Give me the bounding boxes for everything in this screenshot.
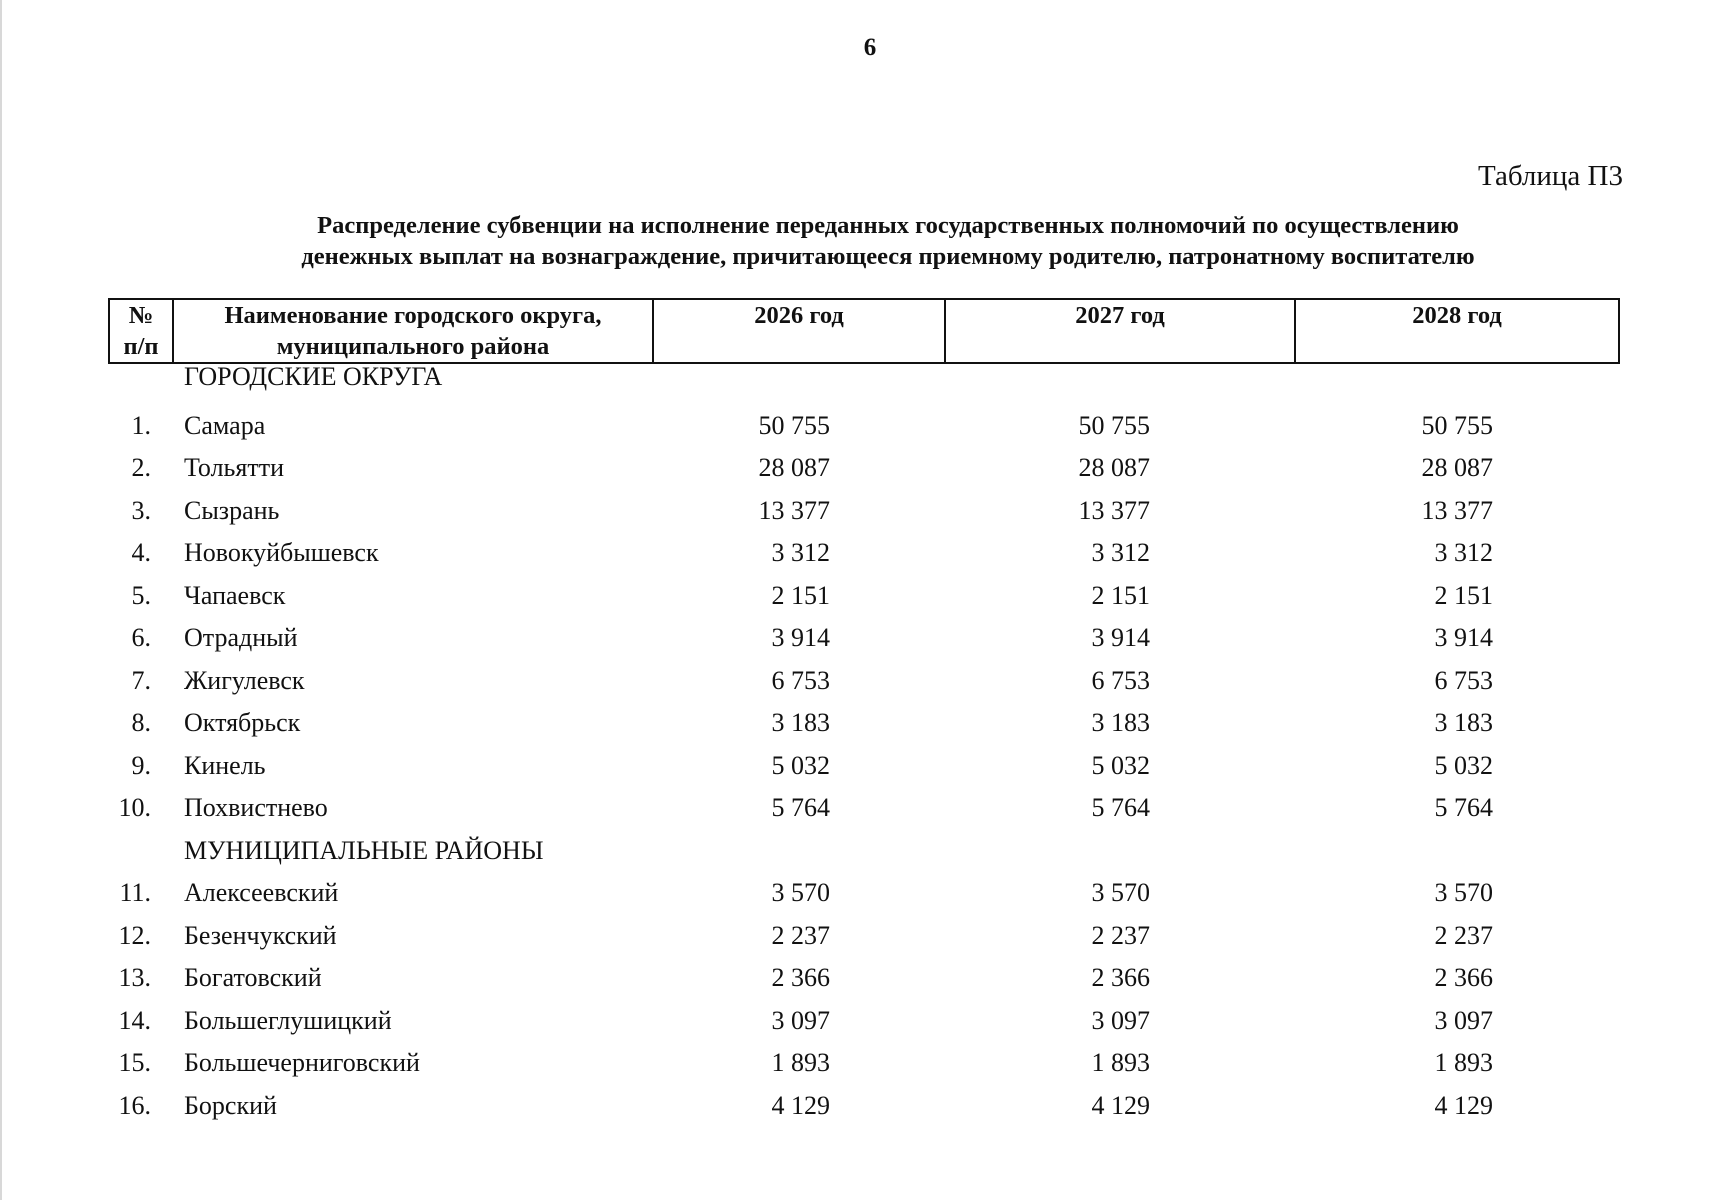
row-name: Большеглушицкий	[184, 1005, 392, 1035]
row-number: 14.	[118, 1005, 151, 1035]
table-title-line-1: Распределение субвенции на исполнение переданных государственных полномочий по осуществлению	[317, 212, 1459, 239]
row-value-2026: 3 183	[771, 708, 830, 737]
header-name-line-1: Наименование городского округа,	[224, 302, 602, 329]
row-value-2027: 1 893	[1091, 1048, 1150, 1077]
row-value-2026: 3 914	[771, 623, 830, 652]
row-value-2027: 5 032	[1091, 750, 1150, 780]
row-name: Сызрань	[184, 495, 280, 525]
row-value-2028: 5 764	[1434, 793, 1493, 822]
row-value-2028: 1 893	[1434, 1048, 1493, 1077]
row-value-2027: 3 183	[1091, 708, 1150, 737]
page-number: 6	[863, 34, 877, 61]
row-value-2028: 6 753	[1434, 665, 1493, 695]
row-value-2026: 2 151	[771, 580, 830, 610]
table-row	[0, 791, 1717, 834]
table-body	[0, 362, 1717, 1131]
row-number: 15.	[118, 1048, 151, 1077]
row-name: Алексеевский	[184, 878, 339, 907]
table-row	[0, 919, 1717, 962]
group-title: МУНИЦИПАЛЬНЫЕ РАЙОНЫ	[184, 835, 544, 865]
row-number: 7.	[131, 665, 151, 695]
row-value-2028: 3 097	[1434, 1005, 1493, 1035]
header-year-2027: 2027 год	[946, 300, 1296, 362]
header-number	[110, 300, 174, 362]
table-label: Таблица П3	[1478, 160, 1623, 192]
header-name	[174, 300, 654, 362]
table-row	[0, 876, 1717, 919]
table-row	[0, 536, 1717, 579]
header-name-line-2: муниципального района	[276, 333, 550, 360]
row-value-2026: 3 570	[771, 878, 830, 907]
row-value-2028: 3 183	[1434, 708, 1493, 737]
row-name: Безенчукский	[184, 920, 337, 950]
group-heading	[0, 362, 1717, 409]
table-row	[0, 961, 1717, 1004]
row-value-2027: 13 377	[1078, 495, 1150, 525]
table-row	[0, 706, 1717, 749]
table-title	[150, 210, 1626, 272]
table-row	[0, 1046, 1717, 1089]
row-value-2026: 5 032	[771, 750, 830, 780]
row-value-2028: 3 570	[1434, 878, 1493, 907]
table-title-line-2: денежных выплат на вознаграждение, причитающееся приемному родителю, патронатному воспитателю	[301, 243, 1475, 270]
row-value-2028: 28 087	[1421, 453, 1493, 482]
row-number: 1.	[131, 410, 151, 440]
row-number: 12.	[118, 920, 151, 950]
row-value-2028: 3 312	[1434, 538, 1493, 567]
row-value-2027: 50 755	[1078, 410, 1150, 440]
row-number: 9.	[131, 750, 151, 780]
row-value-2026: 3 097	[771, 1005, 830, 1035]
row-name: Тольятти	[184, 453, 285, 482]
row-number: 13.	[118, 963, 151, 992]
row-number: 10.	[118, 793, 151, 822]
row-value-2028: 5 032	[1434, 750, 1493, 780]
row-number: 8.	[131, 708, 151, 737]
row-value-2026: 6 753	[771, 665, 830, 695]
row-value-2027: 3 914	[1091, 623, 1150, 652]
row-number: 2.	[131, 453, 151, 482]
table-row	[0, 621, 1717, 664]
row-value-2028: 2 366	[1434, 963, 1493, 992]
row-value-2028: 13 377	[1421, 495, 1493, 525]
row-name: Новокуйбышевск	[184, 538, 379, 567]
row-value-2026: 28 087	[758, 453, 830, 482]
header-number-line-1: №	[128, 302, 154, 329]
row-name: Октябрьск	[184, 708, 301, 737]
row-name: Богатовский	[184, 963, 322, 992]
table-row	[0, 451, 1717, 494]
row-number: 3.	[131, 495, 151, 525]
row-value-2026: 13 377	[758, 495, 830, 525]
row-name: Борский	[184, 1090, 277, 1120]
row-value-2026: 3 312	[771, 538, 830, 567]
group-title: ГОРОДСКИЕ ОКРУГА	[184, 362, 443, 391]
table-row	[0, 494, 1717, 537]
row-number: 16.	[118, 1090, 151, 1120]
table-row	[0, 664, 1717, 707]
row-value-2028: 2 237	[1434, 920, 1493, 950]
row-value-2026: 50 755	[758, 410, 830, 440]
header-year-2026: 2026 год	[654, 300, 946, 362]
row-value-2027: 3 312	[1091, 538, 1150, 567]
row-value-2028: 4 129	[1434, 1090, 1493, 1120]
row-name: Похвистнево	[184, 793, 328, 822]
table-row	[0, 579, 1717, 622]
header-year-2028: 2028 год	[1412, 302, 1502, 329]
row-value-2028: 3 914	[1434, 623, 1493, 652]
row-value-2027: 3 570	[1091, 878, 1150, 907]
table-row	[0, 749, 1717, 792]
row-value-2027: 3 097	[1091, 1005, 1150, 1035]
row-value-2027: 2 151	[1091, 580, 1150, 610]
row-value-2027: 6 753	[1091, 665, 1150, 695]
row-name: Самара	[184, 410, 266, 440]
row-number: 4.	[131, 538, 151, 567]
row-name: Отрадный	[184, 623, 298, 652]
row-number: 5.	[131, 580, 151, 610]
row-value-2028: 2 151	[1434, 580, 1493, 610]
row-value-2026: 2 366	[771, 963, 830, 992]
row-value-2028: 50 755	[1421, 410, 1493, 440]
table-row	[0, 1089, 1717, 1132]
row-value-2027: 2 366	[1091, 963, 1150, 992]
row-number: 11.	[119, 878, 151, 907]
table-header	[108, 298, 1620, 364]
row-value-2027: 5 764	[1091, 793, 1150, 822]
row-value-2026: 5 764	[771, 793, 830, 822]
group-heading	[0, 834, 1717, 877]
table-row	[0, 409, 1717, 452]
row-value-2027: 2 237	[1091, 920, 1150, 950]
row-value-2026: 2 237	[771, 920, 830, 950]
row-value-2026: 4 129	[771, 1090, 830, 1120]
row-name: Большечерниговский	[184, 1048, 420, 1077]
row-number: 6.	[131, 623, 151, 652]
row-name: Жигулевск	[184, 665, 305, 695]
table-row	[0, 1004, 1717, 1047]
row-value-2026: 1 893	[771, 1048, 830, 1077]
row-value-2027: 4 129	[1091, 1090, 1150, 1120]
header-number-line-2: п/п	[123, 333, 159, 360]
row-name: Чапаевск	[184, 580, 286, 610]
row-name: Кинель	[184, 750, 266, 780]
row-value-2027: 28 087	[1078, 453, 1150, 482]
